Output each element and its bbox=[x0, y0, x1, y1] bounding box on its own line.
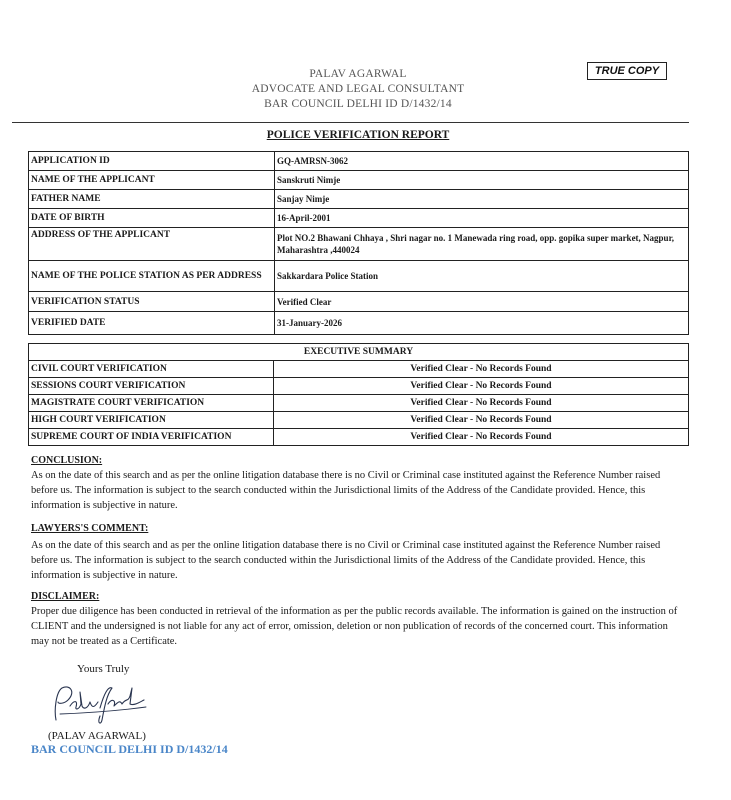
detail-value: Sanskruti Nimje bbox=[275, 171, 689, 190]
table-row bbox=[29, 209, 689, 228]
signature-image bbox=[46, 680, 151, 728]
signatory-name: (PALAV AGARWAL) bbox=[48, 730, 146, 742]
table-row bbox=[29, 378, 689, 395]
table-row bbox=[29, 261, 689, 292]
summary-label: HIGH COURT VERIFICATION bbox=[29, 412, 274, 429]
header-role: ADVOCATE AND LEGAL CONSULTANT bbox=[251, 83, 465, 95]
summary-value: Verified Clear - No Records Found bbox=[274, 395, 689, 412]
conclusion-text: As on the date of this search and as per the online litigation database there is no Civil or Criminal case instituted against the Reference Number raised before us. The information is subject to the search conducted within the Jurisdictional limits of the Address of the Candidate provided. Hence, this information is subjective in nature. bbox=[31, 470, 661, 511]
detail-label: VERIFICATION STATUS bbox=[29, 292, 275, 312]
true-copy-stamp: TRUE COPY bbox=[587, 62, 667, 80]
detail-value: 31-January-2026 bbox=[275, 312, 689, 335]
detail-label: NAME OF THE POLICE STATION AS PER ADDRESS bbox=[29, 261, 275, 292]
table-row bbox=[29, 152, 689, 171]
header-divider bbox=[12, 122, 689, 123]
table-row bbox=[29, 228, 689, 261]
summary-value: Verified Clear - No Records Found bbox=[274, 429, 689, 446]
detail-value: Sanjay Nimje bbox=[275, 190, 689, 209]
table-row bbox=[29, 412, 689, 429]
table-row bbox=[29, 429, 689, 446]
detail-value: 16-April-2001 bbox=[275, 209, 689, 228]
table-row bbox=[29, 344, 689, 361]
detail-label: ADDRESS OF THE APPLICANT bbox=[29, 228, 275, 261]
detail-value: Plot NO.2 Bhawani Chhaya , Shri nagar no. 1 Manewada ring road, opp. gopika super market, Nagpur, Maharashtra ,440024 bbox=[275, 228, 689, 261]
detail-value: GQ-AMRSN-3062 bbox=[275, 152, 689, 171]
report-title: POLICE VERIFICATION REPORT bbox=[266, 129, 450, 141]
summary-label: CIVIL COURT VERIFICATION bbox=[29, 361, 274, 378]
table-row bbox=[29, 190, 689, 209]
summary-value: Verified Clear - No Records Found bbox=[274, 361, 689, 378]
disclaimer-text: Proper due diligence has been conducted in retrieval of the information as per the public records available. The information is gained on the instruction of CLIENT and the undersigned is not liable for any act of error, omission, deletion or non publication of records of the concerned court. This information may not be treated as a Certificate. bbox=[31, 606, 678, 647]
summary-value: Verified Clear - No Records Found bbox=[274, 412, 689, 429]
details-table bbox=[28, 151, 689, 335]
summary-label: MAGISTRATE COURT VERIFICATION bbox=[29, 395, 274, 412]
table-row bbox=[29, 312, 689, 335]
header-bar-council: BAR COUNCIL DELHI ID D/1432/14 bbox=[264, 98, 452, 110]
table-row bbox=[29, 361, 689, 378]
detail-value: Verified Clear bbox=[275, 292, 689, 312]
summary-label: SUPREME COURT OF INDIA VERIFICATION bbox=[29, 429, 274, 446]
lawyers-comment-text: As on the date of this search and as per the online litigation database there is no Civil or Criminal case instituted against the Reference Number raised before us. The information is subject to the search conducted within the Jurisdictional limits of the Address of the Candidate provided. Hence, this information is subjective in nature. bbox=[31, 540, 661, 581]
lawyers-comment-title: LAWYERS'S COMMENT: bbox=[31, 523, 149, 534]
summary-label: SESSIONS COURT VERIFICATION bbox=[29, 378, 274, 395]
signatory-bar-council: BAR COUNCIL DELHI ID D/1432/14 bbox=[31, 742, 228, 756]
closing-text: Yours Truly bbox=[77, 663, 130, 675]
detail-label: VERIFIED DATE bbox=[29, 312, 275, 335]
detail-label: DATE OF BIRTH bbox=[29, 209, 275, 228]
table-row bbox=[29, 292, 689, 312]
disclaimer-title: DISCLAIMER: bbox=[31, 591, 100, 602]
detail-label: NAME OF THE APPLICANT bbox=[29, 171, 275, 190]
table-row bbox=[29, 395, 689, 412]
summary-title: EXECUTIVE SUMMARY bbox=[29, 344, 689, 361]
header-name: PALAV AGARWAL bbox=[309, 68, 407, 80]
detail-label: FATHER NAME bbox=[29, 190, 275, 209]
summary-table bbox=[28, 343, 689, 446]
summary-value: Verified Clear - No Records Found bbox=[274, 378, 689, 395]
table-row bbox=[29, 171, 689, 190]
detail-value: Sakkardara Police Station bbox=[275, 261, 689, 292]
conclusion-title: CONCLUSION: bbox=[31, 455, 103, 466]
detail-label: APPLICATION ID bbox=[29, 152, 275, 171]
